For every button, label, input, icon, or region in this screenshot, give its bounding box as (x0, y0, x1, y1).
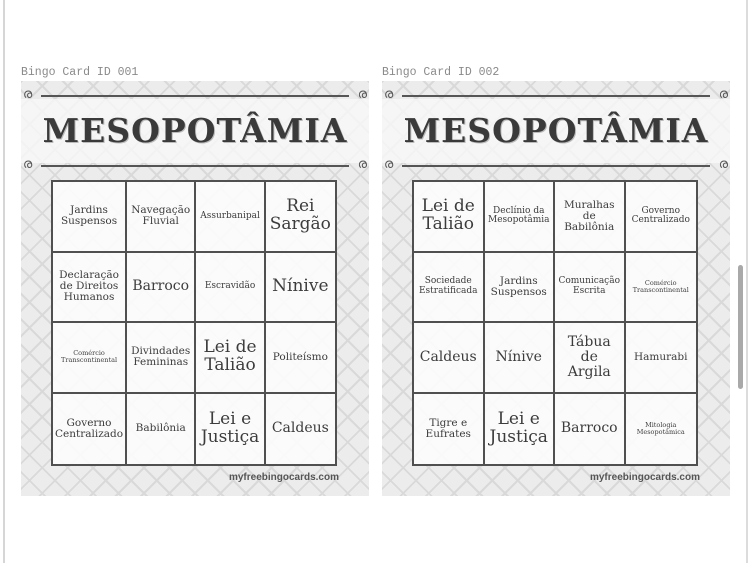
bingo-cell[interactable]: Hamurabi (626, 323, 697, 394)
bingo-card-2-container (382, 66, 730, 496)
bingo-cell[interactable]: Tábua de Argila (555, 323, 626, 394)
scroll-flourish-icon: ര (718, 157, 728, 172)
bingo-cell[interactable]: Barroco (127, 253, 196, 324)
bingo-cell[interactable]: Lei e Justiça (196, 394, 265, 465)
bingo-cell[interactable]: Muralhas de Babilônia (555, 182, 626, 253)
bingo-cell[interactable]: Comércio Transcontinental (626, 253, 697, 324)
bingo-cell[interactable]: Comércio Transcontinental (53, 323, 127, 394)
bingo-cell[interactable]: Barroco (555, 394, 626, 465)
bingo-cell[interactable]: Declaração de Direitos Humanos (53, 253, 127, 324)
scroll-flourish-icon: ര (357, 157, 367, 172)
divider-bottom (41, 165, 349, 167)
bingo-cell[interactable]: Mitologia Mesopotâmica (626, 394, 697, 465)
bingo-cell[interactable]: Navegação Fluvial (127, 182, 196, 253)
bingo-cell[interactable]: Comunicação Escrita (555, 253, 626, 324)
bingo-cell[interactable]: Babilônia (127, 394, 196, 465)
bingo-cell[interactable]: Governo Centralizado (53, 394, 127, 465)
bingo-cell[interactable]: Caldeus (266, 394, 335, 465)
site-credit: myfreebingocards.com (228, 472, 339, 483)
bingo-cell[interactable]: Assurbanipal (196, 182, 265, 253)
site-credit: myfreebingocards.com (589, 472, 700, 483)
scroll-flourish-icon: ര (384, 87, 394, 102)
bingo-card (21, 81, 369, 496)
card-header (382, 87, 730, 172)
bingo-cell[interactable]: Declínio da Mesopotâmia (485, 182, 556, 253)
bingo-cell[interactable]: Lei e Justiça (485, 394, 556, 465)
scroll-flourish-icon: ര (384, 157, 394, 172)
bingo-cell[interactable]: Jardins Suspensos (53, 182, 127, 253)
bingo-card-1-container (21, 66, 369, 496)
card-id-label: Bingo Card ID 001 (21, 66, 139, 79)
bingo-card (382, 81, 730, 496)
bingo-cell[interactable]: Divindades Femininas (127, 323, 196, 394)
bingo-grid (51, 180, 337, 466)
bingo-cell[interactable]: Lei de Talião (196, 323, 265, 394)
scroll-flourish-icon: ര (23, 157, 33, 172)
bingo-cell[interactable]: Governo Centralizado (626, 182, 697, 253)
bingo-cell[interactable]: Sociedade Estratificada (414, 253, 485, 324)
scrollbar-thumb[interactable] (738, 265, 743, 389)
scroll-flourish-icon: ര (23, 87, 33, 102)
page-left-edge (3, 0, 5, 563)
scroll-flourish-icon: ര (357, 87, 367, 102)
scroll-flourish-icon: ര (718, 87, 728, 102)
bingo-cell[interactable]: Nínive (485, 323, 556, 394)
scrollbar-track[interactable] (746, 0, 748, 563)
bingo-cell[interactable]: Politeísmo (266, 323, 335, 394)
card-header (21, 87, 369, 172)
bingo-cell[interactable]: Escravidão (196, 253, 265, 324)
divider-top (41, 95, 349, 97)
bingo-cell[interactable]: Caldeus (414, 323, 485, 394)
card-title: MESOPOTÂMIA (42, 111, 348, 150)
bingo-cell[interactable]: Nínive (266, 253, 335, 324)
card-id-label: Bingo Card ID 002 (382, 66, 500, 79)
bingo-grid (412, 180, 698, 466)
divider-top (402, 95, 710, 97)
bingo-cell[interactable]: Tigre e Eufrates (414, 394, 485, 465)
card-title: MESOPOTÂMIA (403, 111, 709, 150)
bingo-cell[interactable]: Jardins Suspensos (485, 253, 556, 324)
bingo-cell[interactable]: Lei de Talião (414, 182, 485, 253)
divider-bottom (402, 165, 710, 167)
bingo-cell[interactable]: Rei Sargão (266, 182, 335, 253)
